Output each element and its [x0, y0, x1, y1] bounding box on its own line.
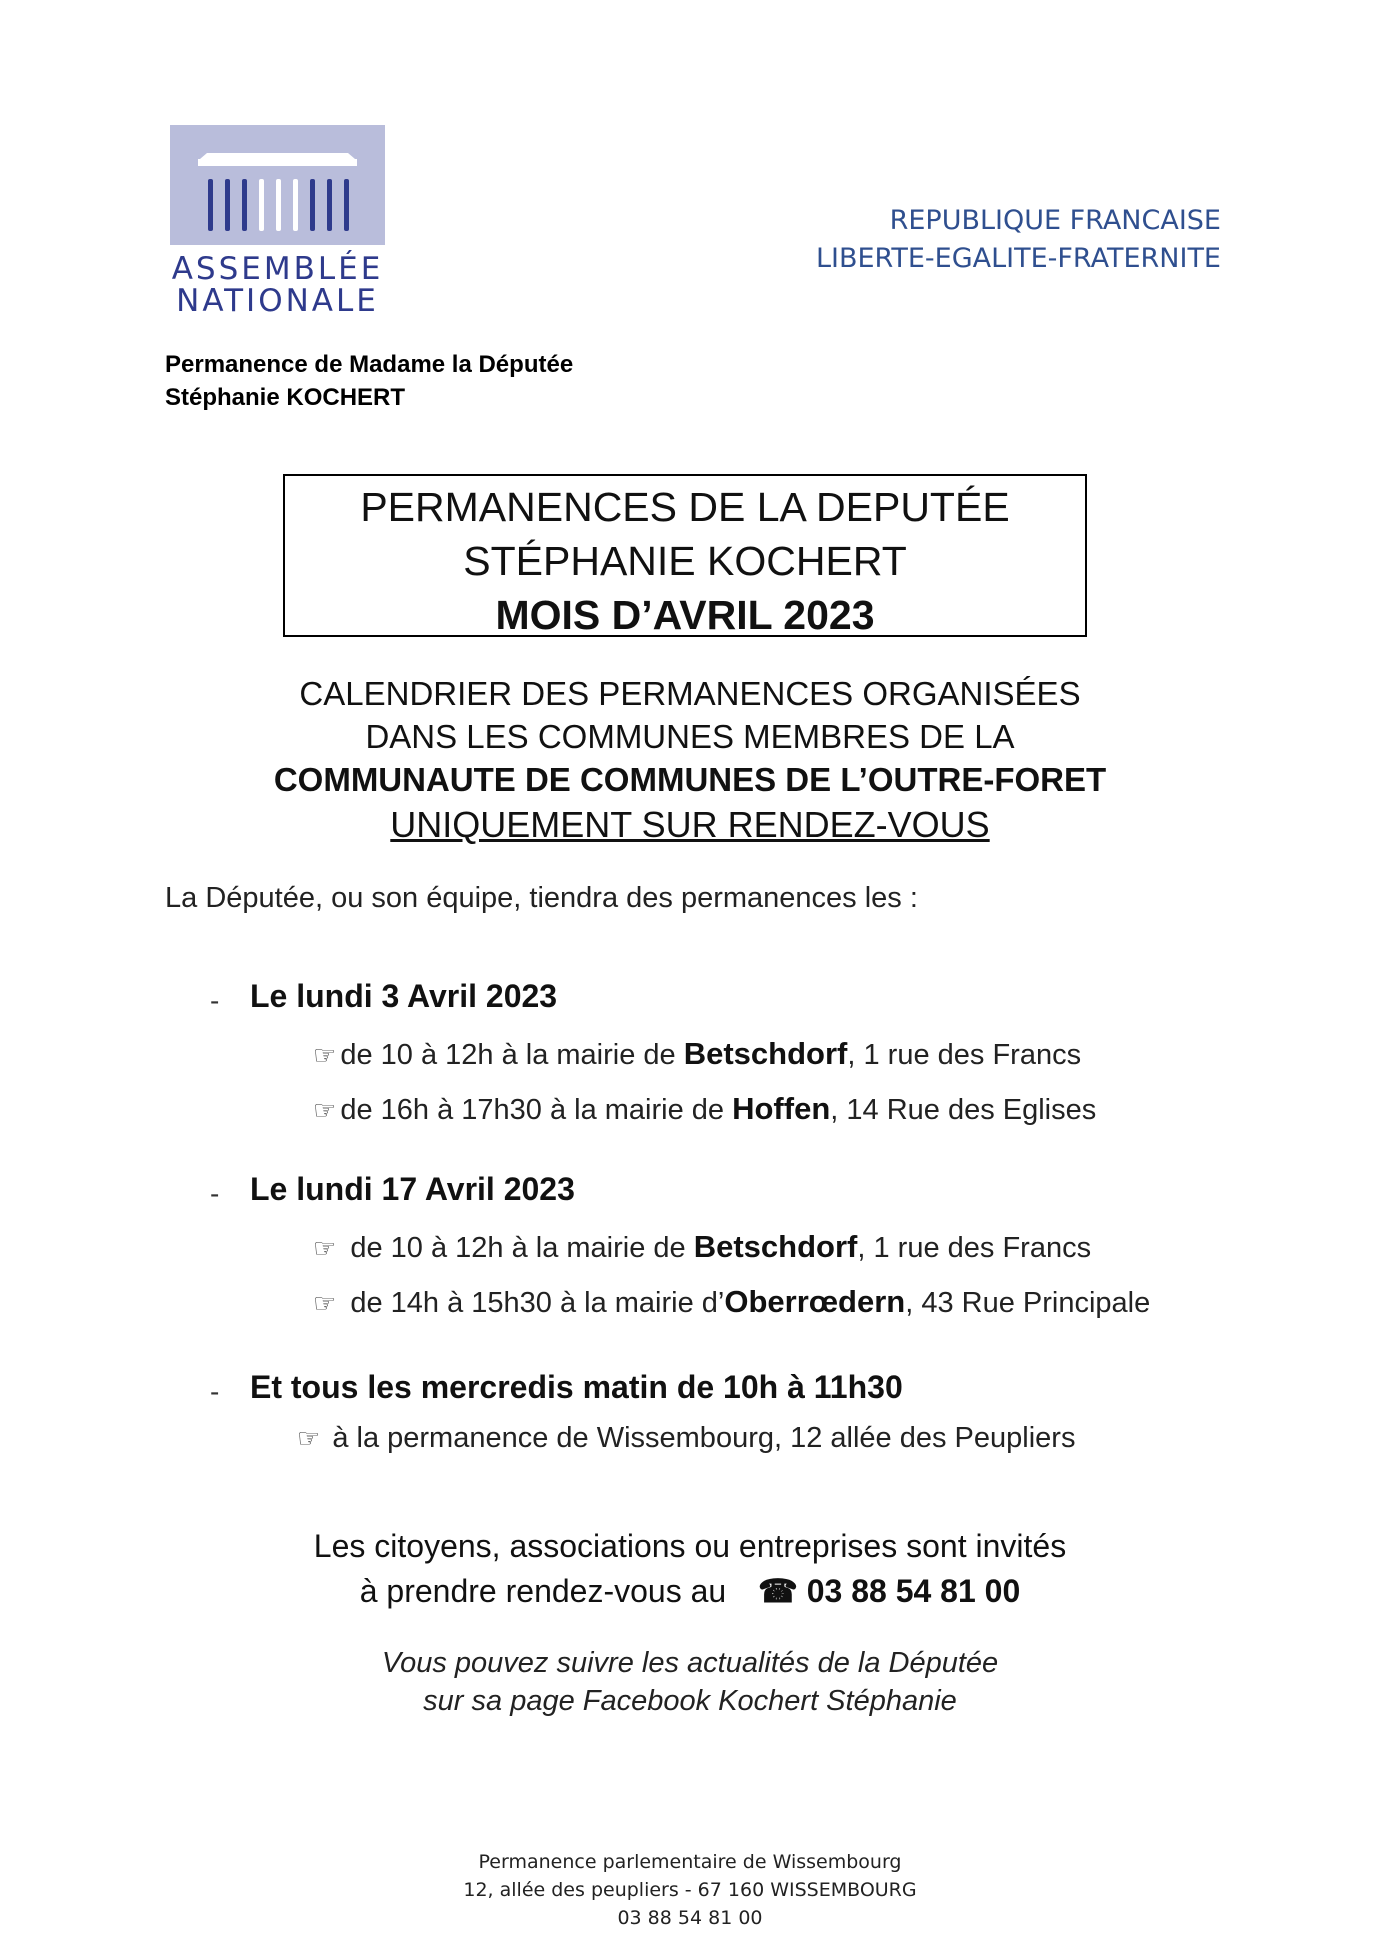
- schedule-item: ☞ de 10 à 12h à la mairie de Betschdorf, 1 rue des Francs: [313, 1036, 1082, 1071]
- pointing-hand-icon: ☞: [313, 1040, 337, 1070]
- place-name: Betschdorf: [683, 1036, 848, 1071]
- calendar-line-1: CALENDRIER DES PERMANENCES ORGANISÉES: [299, 675, 1081, 712]
- calendar-line-2: DANS LES COMMUNES MEMBRES DE LA: [365, 718, 1015, 755]
- republic-title: REPUBLIQUE FRANCAISE: [889, 205, 1221, 236]
- office-line-1: Permanence de Madame la Députée: [165, 351, 574, 378]
- calendar-heading: [200, 672, 1180, 849]
- schedule-date: Et tous les mercredis matin de 10h à 11h30: [250, 1369, 903, 1405]
- intro-text: La Députée, ou son équipe, tiendra des permanences les :: [165, 882, 918, 914]
- bullet-dash: -: [210, 1178, 220, 1209]
- footer-line-1: Permanence parlementaire de Wissembourg: [478, 1851, 902, 1873]
- facebook-note: [200, 1644, 1180, 1720]
- footer-phone: 03 88 54 81 00: [617, 1907, 763, 1929]
- calendar-line-4: UNIQUEMENT SUR RENDEZ-VOUS: [390, 804, 990, 845]
- logo-line-2: NATIONALE: [176, 283, 379, 319]
- place-name: Hoffen: [732, 1091, 831, 1126]
- assemblee-nationale-logo: [170, 125, 385, 320]
- pointing-hand-icon: ☞: [313, 1233, 337, 1263]
- follow-line-2: sur sa page Facebook Kochert Stéphanie: [423, 1685, 957, 1717]
- schedule-item: ☞ de 10 à 12h à la mairie de Betschdorf, 1 rue des Francs: [313, 1229, 1092, 1264]
- schedule-date: Le lundi 3 Avril 2023: [250, 978, 558, 1014]
- title-line-1: PERMANENCES DE LA DEPUTÉE: [360, 484, 1010, 530]
- bullet-dash: -: [210, 985, 220, 1016]
- follow-line-1: Vous pouvez suivre les actualités de la Députée: [381, 1647, 999, 1679]
- logo-line-1: ASSEMBLÉE: [171, 251, 384, 287]
- contact-block: [200, 1524, 1180, 1614]
- office-block: [165, 348, 573, 414]
- title-line-2: STÉPHANIE KOCHERT: [463, 538, 907, 584]
- footer: [200, 1848, 1180, 1932]
- footer-line-2: 12, allée des peupliers - 67 160 WISSEMBOURG: [463, 1879, 917, 1901]
- contact-phone: 03 88 54 81 00: [806, 1573, 1021, 1609]
- pointing-hand-icon: ☞: [313, 1288, 337, 1318]
- office-line-2: Stéphanie KOCHERT: [165, 384, 406, 411]
- pointing-hand-icon: ☞: [297, 1423, 321, 1453]
- place-name: Oberrœdern: [724, 1284, 906, 1319]
- contact-line-2: à prendre rendez-vous au ☎ 03 88 54 81 00: [359, 1573, 1021, 1609]
- bullet-dash: -: [210, 1376, 220, 1407]
- title-box: [283, 474, 1087, 637]
- calendar-line-3: COMMUNAUTE DE COMMUNES DE L’OUTRE-FORET: [273, 761, 1107, 798]
- republic-header: [816, 202, 1221, 278]
- republic-motto: LIBERTE-EGALITE-FRATERNITE: [815, 243, 1221, 274]
- title-line-3: MOIS D’AVRIL 2023: [495, 592, 875, 638]
- contact-line-1: Les citoyens, associations ou entreprises sont invités: [313, 1528, 1067, 1564]
- schedule-date: Le lundi 17 Avril 2023: [250, 1171, 575, 1207]
- schedule-item: ☞ de 14h à 15h30 à la mairie d’Oberrœdern, 43 Rue Principale: [313, 1284, 1151, 1319]
- phone-icon: ☎: [757, 1573, 798, 1609]
- schedule-item: ☞ à la permanence de Wissembourg, 12 allée des Peupliers: [297, 1422, 1076, 1454]
- pointing-hand-icon: ☞: [313, 1095, 337, 1125]
- hemicycle-emblem-icon: [170, 125, 385, 245]
- schedule-item: ☞ de 16h à 17h30 à la mairie de Hoffen, 14 Rue des Eglises: [313, 1091, 1097, 1126]
- place-name: Betschdorf: [693, 1229, 858, 1264]
